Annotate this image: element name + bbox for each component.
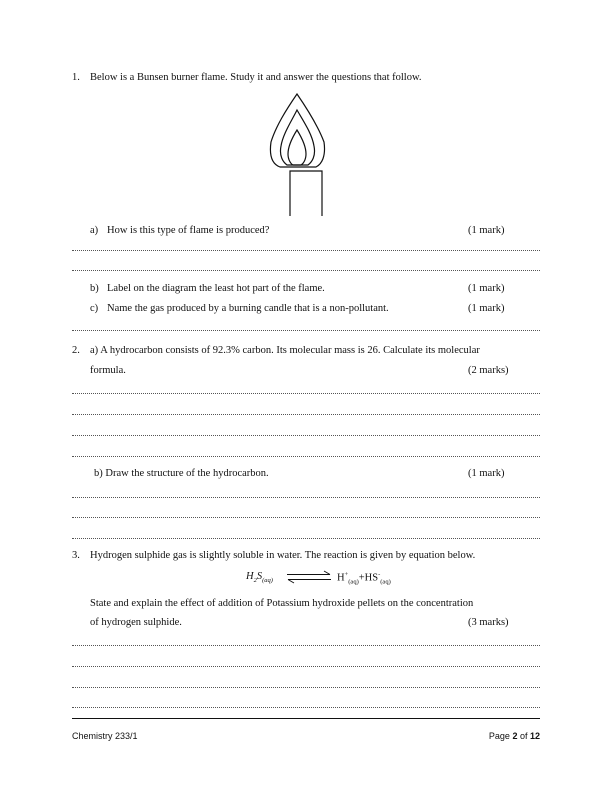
q1c-marks: (1 mark) [468,303,505,314]
q1-number: 1. [72,72,80,83]
footer-course-code: Chemistry 233/1 [72,731,138,741]
q3-text: Hydrogen sulphide gas is slightly soluble in water. The reaction is given by equation below. [90,550,476,561]
equation-rhs [337,571,391,586]
q1a-marks: (1 mark) [468,225,505,236]
q2-number: 2. [72,345,80,356]
page-current: 2 [512,731,518,741]
q2-text-line1: a) A hydrocarbon consists of 92.3% carbon. Its molecular mass is 26. Calculate its molecular [90,345,480,356]
q1a-text: How is this type of flame is produced? [107,225,270,236]
answer-line[interactable] [72,393,540,394]
flame-middle [280,110,314,165]
answer-line[interactable] [72,517,540,518]
q1b-text: Label on the diagram the least hot part of the flame. [107,283,325,294]
page-of: of [517,731,530,741]
eq-rhs-state1: (aq) [348,578,359,586]
eq-rhs-charge-plus: + [344,571,349,578]
answer-line[interactable] [72,330,540,331]
flame-inner [288,130,306,165]
q1-text: Below is a Bunsen burner flame. Study it and answer the questions that follow. [90,72,422,83]
footer-page-number [489,731,540,741]
answer-line[interactable] [72,270,540,271]
equilibrium-arrow-icon [286,570,332,584]
eq-rhs-state2: (aq) [380,578,391,586]
bunsen-flame-diagram [264,92,344,218]
answer-line[interactable] [72,538,540,539]
answer-line[interactable] [72,645,540,646]
answer-line[interactable] [72,687,540,688]
page-total: 12 [529,731,540,741]
footer-rule [72,718,540,719]
answer-line[interactable] [72,497,540,498]
eq-rhs-plus: + [358,572,365,584]
q1c-text: Name the gas produced by a burning candle that is a non-pollutant. [107,303,389,314]
eq-rhs-h: H [337,572,345,584]
page-prefix: Page [488,731,513,741]
answer-line[interactable] [72,456,540,457]
q3-text-line2: of hydrogen sulphide. [90,617,182,628]
q2b-text: b) Draw the structure of the hydrocarbon. [94,468,269,479]
answer-line[interactable] [72,414,540,415]
q3-marks: (3 marks) [468,617,509,628]
q1b-label: b) [90,283,99,294]
answer-line[interactable] [72,435,540,436]
eq-rhs-charge-minus: - [378,571,381,578]
q2-text-line2: formula. [90,365,126,376]
eq-lhs-state: (aq) [262,577,273,585]
equation-lhs [246,571,273,584]
eq-lhs-h: H [246,571,254,582]
q1b-marks: (1 mark) [468,283,505,294]
eq-lhs-subscript: 2 [253,577,257,585]
q3-number: 3. [72,550,80,561]
q3-text-line1: State and explain the effect of addition of Potassium hydroxide pellets on the concentration [90,598,474,609]
answer-line[interactable] [72,250,540,251]
eq-lhs-s: S [256,571,263,582]
q1c-label: c) [90,303,99,314]
eq-rhs-hs: HS [364,572,379,584]
answer-line[interactable] [72,666,540,667]
q1a-label: a) [90,225,99,236]
burner-tube [290,171,322,216]
answer-line[interactable] [72,707,540,708]
q2a-marks: (2 marks) [468,365,509,376]
q2b-marks: (1 mark) [468,468,505,479]
